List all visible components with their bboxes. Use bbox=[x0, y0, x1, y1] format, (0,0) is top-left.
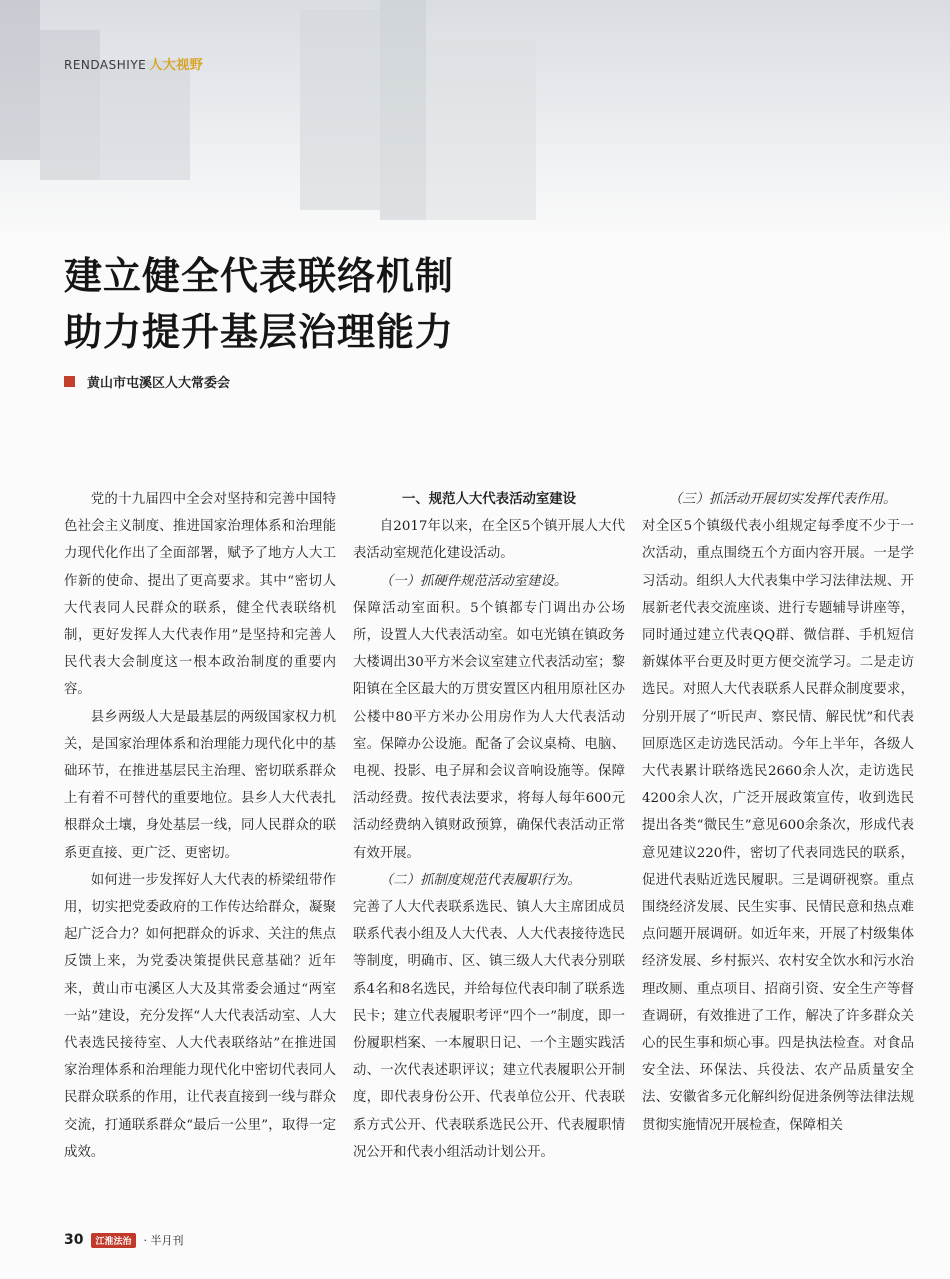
page-footer bbox=[64, 1228, 184, 1252]
byline-square-icon bbox=[64, 376, 75, 387]
magazine-logo: 江淮法治 bbox=[91, 1233, 135, 1248]
byline bbox=[64, 372, 230, 390]
paragraph: 自2017年以来，在全区5个镇开展人大代表活动室规范化建设活动。 bbox=[353, 519, 625, 562]
building-shape bbox=[426, 40, 536, 220]
column-1 bbox=[64, 486, 336, 1206]
building-shape bbox=[300, 10, 380, 210]
subheading: （二）抓制度规范代表履职行为。 bbox=[379, 872, 581, 888]
section-tag-cn: 人大视野 bbox=[149, 58, 204, 73]
article-title bbox=[64, 248, 764, 360]
subheading: （三）抓活动开展切实发挥代表作用。 bbox=[668, 492, 897, 507]
subheading: （一）抓硬件规范活动室建设。 bbox=[379, 573, 568, 589]
article-body bbox=[64, 486, 914, 1206]
paragraph: 对全区5个镇级代表小组规定每季度不少于一次活动，重点围绕五个方面内容开展。一是学习活动。组织人大代表集中学习法律法规、开展新老代表交流座谈、进行专题辅导讲座等，同时通过建立代表QQ群、微信群、手机短信新媒体平台更及时更方便交流学习。二是走访选民。对照人大代表联系人民群众制度要求，分别开展了“听民声、察民情、解民忧”和代表回原选区走访选民活动。今年上半年，各级人大代表累计联络选民2660余人次，走访选民4200余人次，广泛开展政策宣传，收到选民提出各类“微民生”意见600余条次，形成代表意见建议220件，密切了代表同选民的联系，促进代表贴近选民履职。三是调研视察。重点围绕经济发展、民生实事、民情民意和热点难点问题开展调研。如近年来，开展了村级集体经济发展、乡村振兴、农村安全饮水和污水治理改厕、重点项目、招商引资、安全生产等督查调研，有效推进了工作，解决了许多群众关心的民生事和烦心事。四是执法检查。对食品安全法、环保法、兵役法、农产品质量安全法、安徽省多元化解纠纷促进条例等法律法规贯彻实施情况开展检查，保障相关 bbox=[642, 519, 914, 1133]
section-heading: 一、规范人大代表活动室建设 bbox=[401, 492, 577, 507]
title-line-1: 建立健全代表联络机制 bbox=[64, 254, 455, 298]
section-tag-en: RENDASHIYE bbox=[64, 58, 147, 72]
paragraph: 县乡两级人大是最基层的两级国家权力机关，是国家治理体系和治理能力现代化中的基础环节，在推进基层民主治理、密切联系群众上有着不可替代的重要地位。县乡人大代表扎根群众土壤，身处基层一线，同人民群众的联系更直接、更广泛、更密切。 bbox=[64, 709, 336, 861]
section-tag bbox=[64, 54, 203, 73]
author: 黄山市屯溪区人大常委会 bbox=[87, 375, 231, 391]
title-line-2: 助力提升基层治理能力 bbox=[64, 310, 455, 354]
paragraph: 如何进一步发挥好人大代表的桥梁纽带作用，切实把党委政府的工作传达给群众，凝聚起广泛合力？如何把群众的诉求、关注的焦点反馈上来，为党委决策提供民意基础？近年来，黄山市屯溪区人大及其常委会通过“两室一站”建设，充分发挥“人大代表活动室、人大代表选民接待室、人大代表联络站”在推进国家治理体系和治理能力现代化中密切代表同人民群众联系的作用，让代表直接到一线与群众交流，打通联系群众“最后一公里”，取得一定成效。 bbox=[64, 872, 336, 1160]
column-2 bbox=[353, 486, 625, 1206]
paragraph: 党的十九届四中全会对坚持和完善中国特色社会主义制度、推进国家治理体系和治理能力现代化作出了全面部署，赋予了地方人大工作新的使命、提出了更高要求。其中“密切人大代表同人民群众的联系，健全代表联络机制，更好发挥人大代表作用”是坚持和完善人民代表大会制度这一根本政治制度的重要内容。 bbox=[64, 492, 336, 698]
header-background bbox=[0, 0, 950, 240]
page-number: 30 bbox=[64, 1232, 84, 1248]
building-shape bbox=[100, 60, 190, 180]
paragraph: 完善了人大代表联系选民、镇人大主席团成员联系代表小组及人大代表、人大代表接待选民等制度，明确市、区、镇三级人大代表分别联系4名和8名选民，并给每位代表印制了联系选民卡；建立代表履职考评“四个一”制度，即一份履职档案、一本履职日记、一个主题实践活动、一次代表述职评议；建立代表履职公开制度，即代表身份公开、代表单位公开、代表联系方式公开、代表联系选民公开、代表履职情况公开和代表小组活动计划公开。 bbox=[353, 900, 625, 1160]
building-shape bbox=[0, 0, 40, 160]
magazine-subtitle: · 半月刊 bbox=[143, 1234, 184, 1247]
building-shape bbox=[40, 30, 100, 180]
building-shape bbox=[380, 0, 426, 220]
column-3 bbox=[642, 486, 914, 1206]
paragraph: 保障活动室面积。5个镇都专门调出办公场所，设置人大代表活动室。如屯光镇在镇政务大楼调出30平方米会议室建立代表活动室；黎阳镇在全区最大的万贯安置区内租用原社区办公楼中80平方米办公用房作为人大代表活动室。保障办公设施。配备了会议桌椅、电脑、电视、投影、电子屏和会议音响设施等。保障活动经费。按代表法要求，将每人每年600元活动经费纳入镇财政预算，确保代表活动正常有效开展。 bbox=[353, 600, 625, 861]
